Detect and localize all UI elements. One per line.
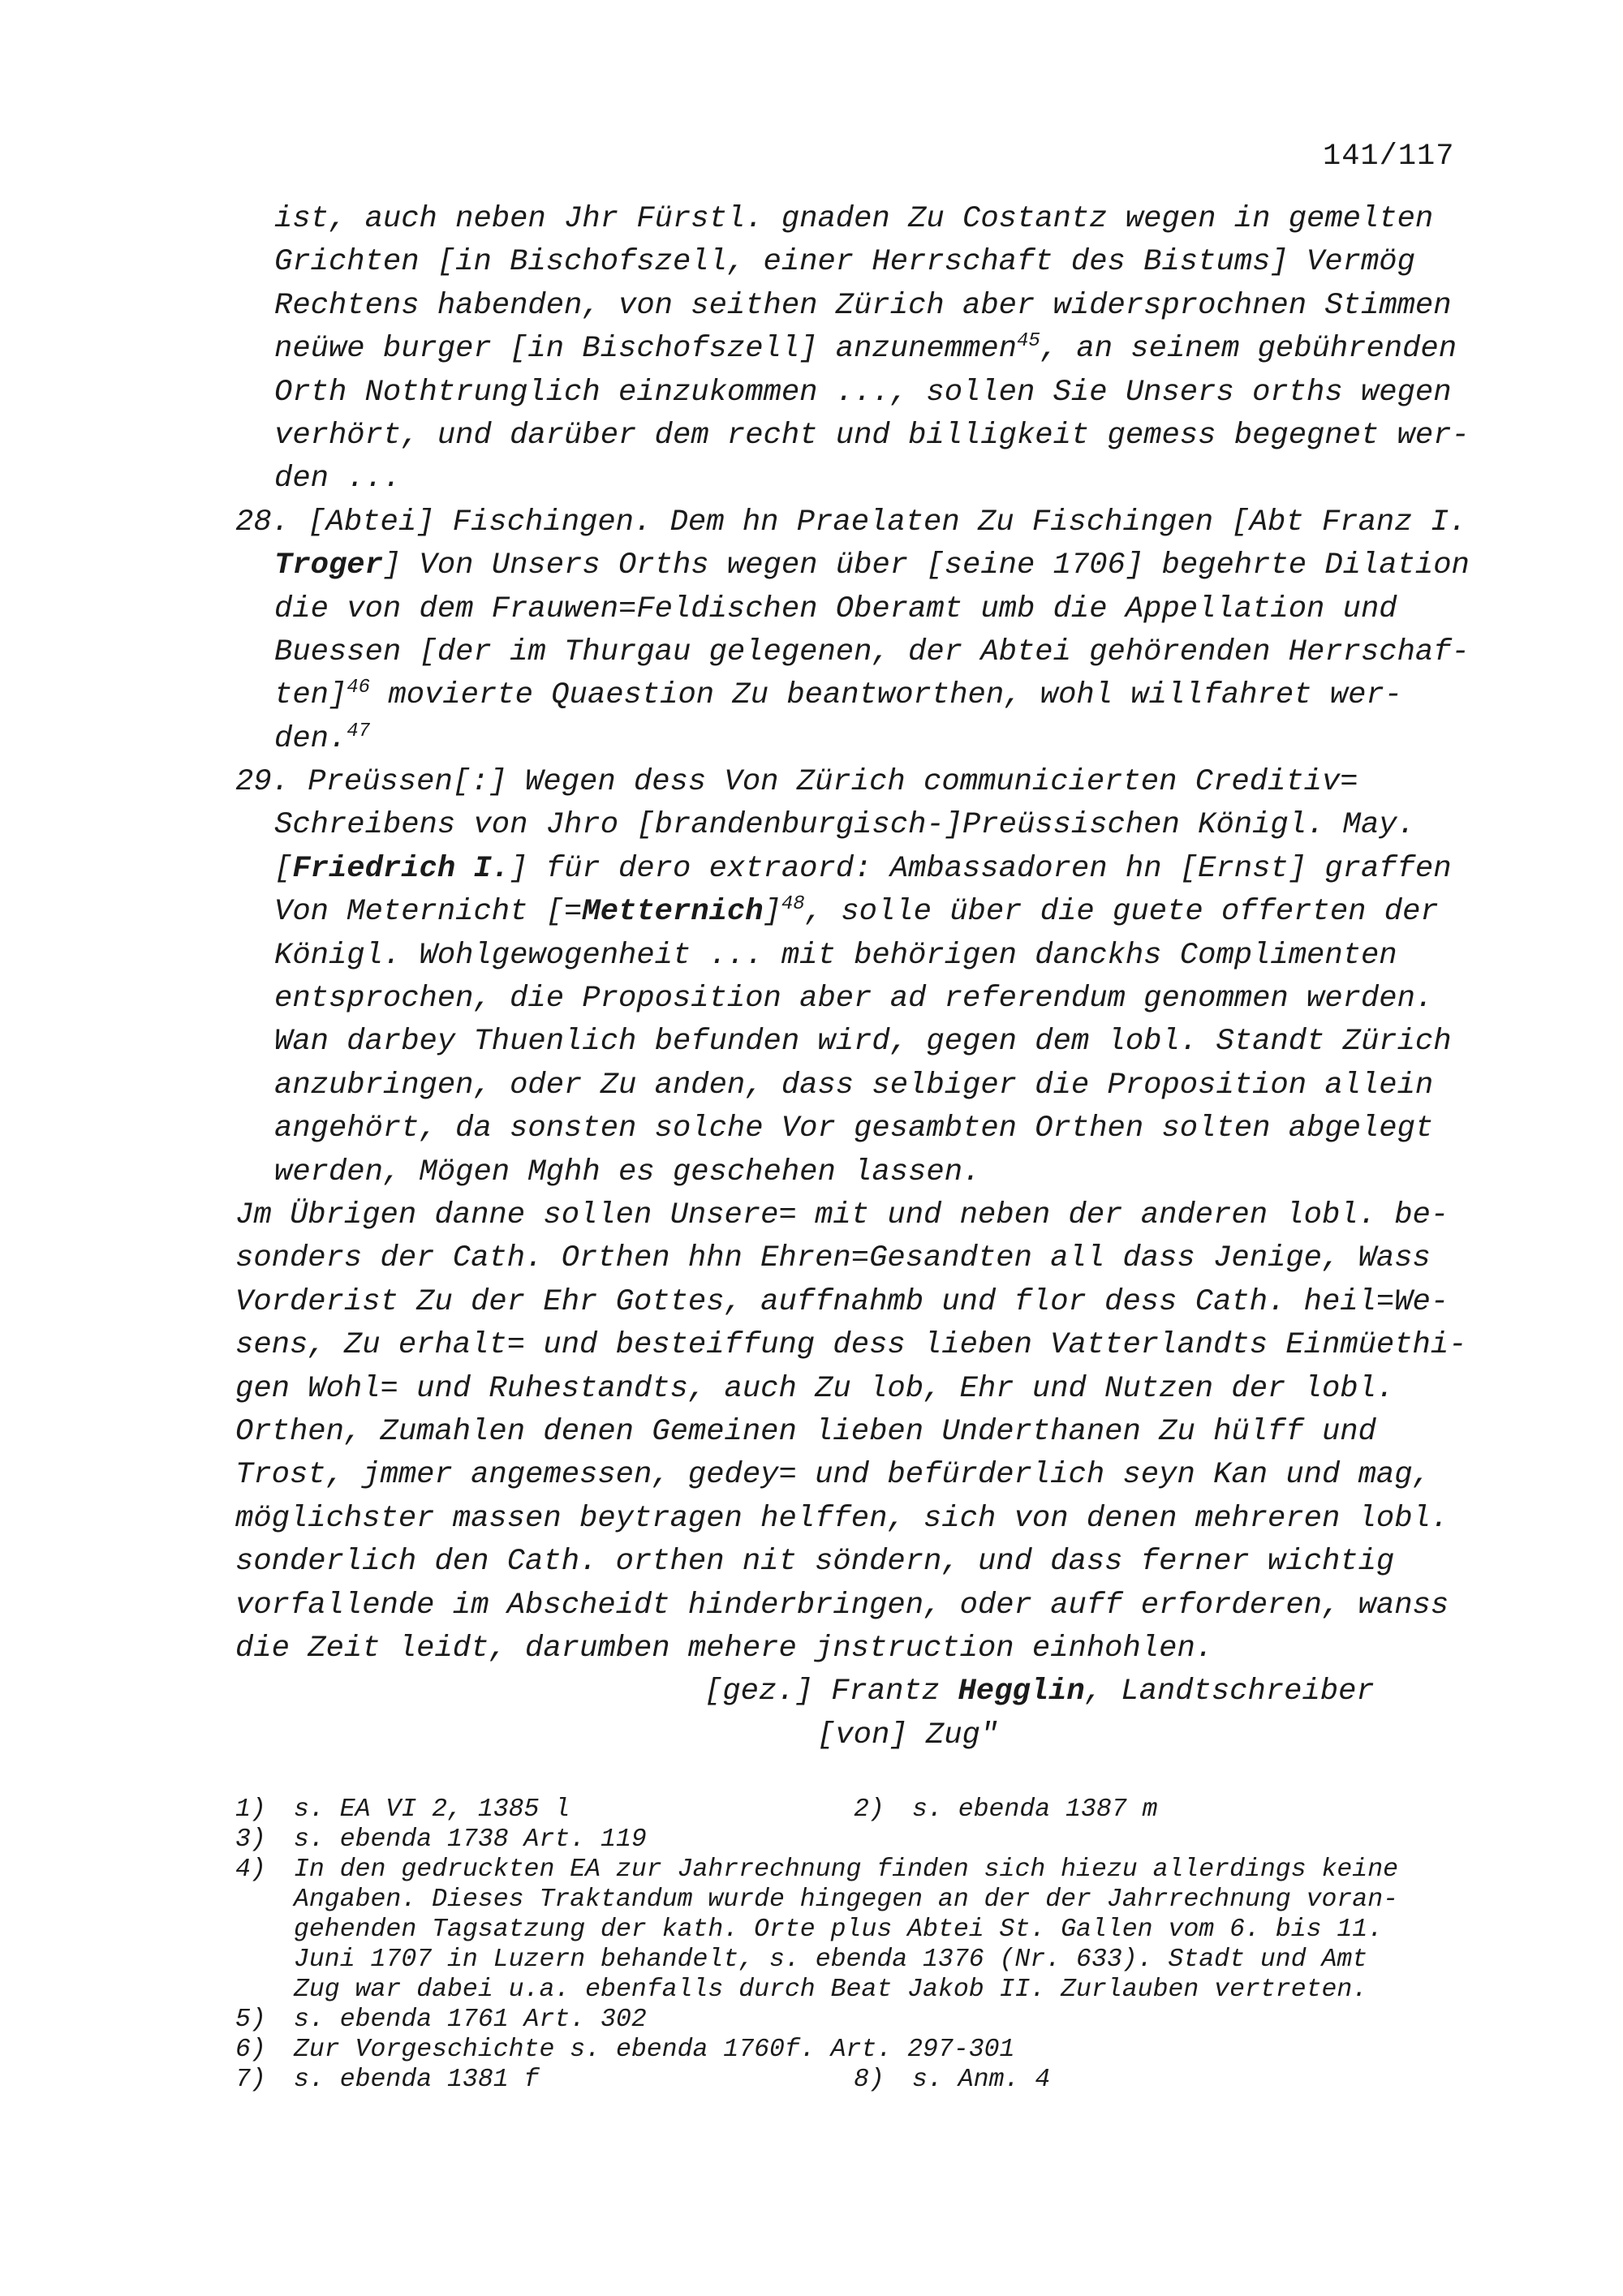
text-run: 29. Preüssen[:] Wegen dess Von Zürich communicierten Creditiv= bbox=[235, 765, 1358, 800]
text-run: 28. [Abtei] Fischingen. Dem hn Praelaten Zu Fischingen [Abt Franz I. bbox=[235, 505, 1467, 540]
text-line bbox=[235, 1194, 1501, 1237]
footnote-number: 6) bbox=[235, 2036, 266, 2064]
text-run: verhört, und darüber dem recht und billigkeit gemess begegnet wer- bbox=[274, 418, 1470, 453]
text-line bbox=[235, 631, 1501, 674]
text-line bbox=[235, 415, 1501, 458]
text-run: , Landtschreiber bbox=[1084, 1675, 1375, 1709]
text-run: Grichten [in Bischofszell, einer Herrschaft des Bistums] Vermög bbox=[274, 245, 1415, 280]
text-line bbox=[235, 1411, 1501, 1454]
footnote-continuation: gehenden Tagsatzung der kath. Orte plus Abtei St. Gallen vom 6. bis 11. bbox=[294, 1915, 1384, 1944]
footnote-number: 2) bbox=[854, 1795, 885, 1824]
text-run: ist, auch neben Jhr Fürstl. gnaden Zu Costantz wegen in gemelten bbox=[274, 202, 1434, 236]
page-number: 141/117 bbox=[1323, 140, 1455, 174]
text-line bbox=[235, 674, 1501, 717]
text-line bbox=[235, 501, 1501, 544]
footnote-continuation: Juni 1707 in Luzern behandelt, s. ebenda 1376 (Nr. 633). Stadt und Amt bbox=[294, 1946, 1368, 1974]
bold-name: Friedrich I. bbox=[292, 851, 510, 886]
text-run: , an seinem gebührenden bbox=[1040, 332, 1457, 367]
footnote-number: 5) bbox=[235, 2006, 266, 2034]
text-line bbox=[235, 588, 1501, 631]
text-run: [ bbox=[274, 851, 293, 886]
footnote-ref: 47 bbox=[347, 720, 371, 742]
text-run: Wan darbey Thuenlich befunden wird, gegen dem lobl. Standt Zürich bbox=[274, 1025, 1452, 1060]
text-line bbox=[235, 1021, 1501, 1064]
text-line bbox=[235, 1498, 1501, 1541]
text-run: Jm Übrigen danne sollen Unsere= mit und neben der anderen lobl. be- bbox=[235, 1197, 1449, 1232]
text-line bbox=[235, 198, 1501, 241]
footnote-line bbox=[235, 1855, 1501, 1885]
footnote-continuation: Zug war dabei u.a. ebenfalls durch Beat Jakob II. Zurlauben vertreten. bbox=[294, 1976, 1368, 2004]
text-line bbox=[235, 544, 1501, 587]
footnote-number: 3) bbox=[235, 1825, 266, 1854]
footnote-line bbox=[235, 2035, 1501, 2065]
footnote-number: 4) bbox=[235, 1855, 266, 1884]
text-line bbox=[235, 372, 1501, 415]
text-run: möglichster massen beytragen helffen, sich von denen mehreren lobl. bbox=[235, 1501, 1449, 1536]
text-run: Königl. Wohlgewogenheit ... mit behörigen danckhs Complimenten bbox=[274, 938, 1397, 973]
footnote-line bbox=[235, 2065, 1501, 2095]
text-run: entsprochen, die Proposition aber ad referendum genommen werden. bbox=[274, 982, 1434, 1017]
text-line bbox=[235, 1368, 1501, 1411]
bold-name: Metternich bbox=[582, 895, 764, 930]
footnote-ref: 46 bbox=[347, 677, 371, 699]
text-run: [gez.] Frantz bbox=[704, 1675, 958, 1709]
footnote-line bbox=[235, 1945, 1501, 1975]
text-run: Orth Nothtrunglich einzukommen ..., sollen Sie Unsers orths wegen bbox=[274, 375, 1452, 410]
text-run: Von Meternicht [= bbox=[274, 895, 583, 930]
text-line bbox=[235, 1151, 1501, 1194]
footnote-line bbox=[235, 1915, 1501, 1945]
footnote-text: s. ebenda 1738 Art. 119 bbox=[294, 1825, 647, 1854]
text-run: den. bbox=[274, 721, 347, 756]
text-line bbox=[235, 761, 1501, 804]
text-line bbox=[235, 1670, 1501, 1713]
text-line bbox=[235, 1107, 1501, 1150]
text-line bbox=[235, 804, 1501, 847]
text-line bbox=[235, 1281, 1501, 1324]
footnote-text: In den gedruckten EA zur Jahrrechnung finden sich hiezu allerdings keine bbox=[294, 1855, 1399, 1884]
text-run: Trost, jmmer angemessen, gedey= und befürderlich seyn Kan und mag, bbox=[235, 1458, 1431, 1493]
footnote-line bbox=[235, 2005, 1501, 2035]
text-line bbox=[235, 1454, 1501, 1497]
text-run: anzubringen, oder Zu anden, dass selbiger die Proposition allein bbox=[274, 1068, 1434, 1103]
text-run: ] Von Unsers Orths wegen über [seine 1706] begehrte Dilation bbox=[382, 548, 1470, 583]
text-run: neüwe burger [in Bischofszell] anzunemmen bbox=[274, 332, 1017, 367]
text-line bbox=[235, 1237, 1501, 1280]
main-text bbox=[235, 198, 1501, 1757]
footnote-line bbox=[235, 1975, 1501, 2005]
text-run: ] für dero extraord: Ambassadoren hn [Ernst] graffen bbox=[510, 851, 1452, 886]
text-run: sonders der Cath. Orthen hhn Ehren=Gesandten all dass Jenige, Wass bbox=[235, 1241, 1431, 1276]
bold-name: Troger bbox=[274, 548, 383, 583]
text-run: sens, Zu erhalt= und besteiffung dess lieben Vatterlandts Einmüethi- bbox=[235, 1328, 1467, 1363]
footnote-line bbox=[235, 1825, 1501, 1855]
text-line bbox=[235, 1627, 1501, 1670]
text-run: , solle über die guete offerten der bbox=[804, 895, 1439, 930]
text-run: die von dem Frauwen=Feldischen Oberamt umb die Appellation und bbox=[274, 591, 1397, 626]
text-run: den ... bbox=[274, 462, 402, 497]
text-line bbox=[235, 891, 1501, 934]
text-line bbox=[235, 1064, 1501, 1107]
text-run: werden, Mögen Mghh es geschehen lassen. bbox=[274, 1154, 981, 1189]
footnote-line bbox=[235, 1885, 1501, 1915]
footnote-number: 7) bbox=[235, 2066, 266, 2094]
text-run: gen Wohl= und Ruhestandts, auch Zu lob, Ehr und Nutzen der lobl. bbox=[235, 1371, 1395, 1406]
text-run: die Zeit leidt, darumben mehere jnstruction einhohlen. bbox=[235, 1631, 1214, 1666]
text-line bbox=[235, 241, 1501, 284]
footnote-ref: 48 bbox=[781, 893, 805, 916]
footnote-ref: 45 bbox=[1016, 330, 1040, 353]
text-run: Schreibens von Jhro [brandenburgisch-]Preüssischen Königl. May. bbox=[274, 808, 1415, 843]
footnote-number: 1) bbox=[235, 1795, 266, 1824]
footnote-text: s. ebenda 1381 f bbox=[294, 2066, 540, 2094]
text-line bbox=[235, 848, 1501, 891]
footnote-text: s. Anm. 4 bbox=[912, 2066, 1051, 2094]
text-line bbox=[235, 718, 1501, 761]
text-run: angehört, da sonsten solche Vor gesambten Orthen solten abgelegt bbox=[274, 1111, 1434, 1146]
text-run: sonderlich den Cath. orthen nit söndern, und dass ferner wichtig bbox=[235, 1545, 1395, 1580]
text-run: Vorderist Zu der Ehr Gottes, auffnahmb und flor dess Cath. heil=We- bbox=[235, 1284, 1449, 1319]
text-line bbox=[235, 1324, 1501, 1367]
text-line bbox=[235, 978, 1501, 1021]
footnote-text: Zur Vorgeschichte s. ebenda 1760f. Art. 297-301 bbox=[294, 2036, 1015, 2064]
bold-name: Hegglin bbox=[958, 1675, 1085, 1709]
text-run: Rechtens habenden, von seithen Zürich aber widersprochnen Stimmen bbox=[274, 288, 1452, 323]
text-line bbox=[235, 285, 1501, 328]
footnotes bbox=[235, 1795, 1501, 2095]
text-line bbox=[235, 935, 1501, 978]
footnote-line bbox=[235, 1795, 1501, 1825]
text-line bbox=[235, 1714, 1501, 1757]
text-run: Buessen [der im Thurgau gelegenen, der Abtei gehörenden Herrschaf- bbox=[274, 634, 1470, 669]
text-run: Orthen, Zumahlen denen Gemeinen lieben Underthanen Zu hülff und bbox=[235, 1414, 1376, 1449]
footnote-text: s. EA VI 2, 1385 l bbox=[294, 1795, 570, 1824]
text-line bbox=[235, 1584, 1501, 1627]
footnote-continuation: Angaben. Dieses Traktandum wurde hingegen an der der Jahrrechnung voran- bbox=[294, 1885, 1399, 1914]
text-run: movierte Quaestion Zu beantworthen, wohl willfahret wer- bbox=[370, 678, 1403, 713]
footnote-text: s. ebenda 1387 m bbox=[912, 1795, 1158, 1824]
text-run: ten] bbox=[274, 678, 347, 713]
text-run: ] bbox=[763, 895, 781, 930]
text-line bbox=[235, 328, 1501, 371]
footnote-text: s. ebenda 1761 Art. 302 bbox=[294, 2006, 647, 2034]
text-run: [von] Zug" bbox=[817, 1718, 999, 1752]
footnote-number: 8) bbox=[854, 2066, 885, 2094]
text-line bbox=[235, 458, 1501, 501]
text-line bbox=[235, 1541, 1501, 1584]
text-run: vorfallende im Abscheidt hinderbringen, oder auff erforderen, wanss bbox=[235, 1588, 1449, 1623]
